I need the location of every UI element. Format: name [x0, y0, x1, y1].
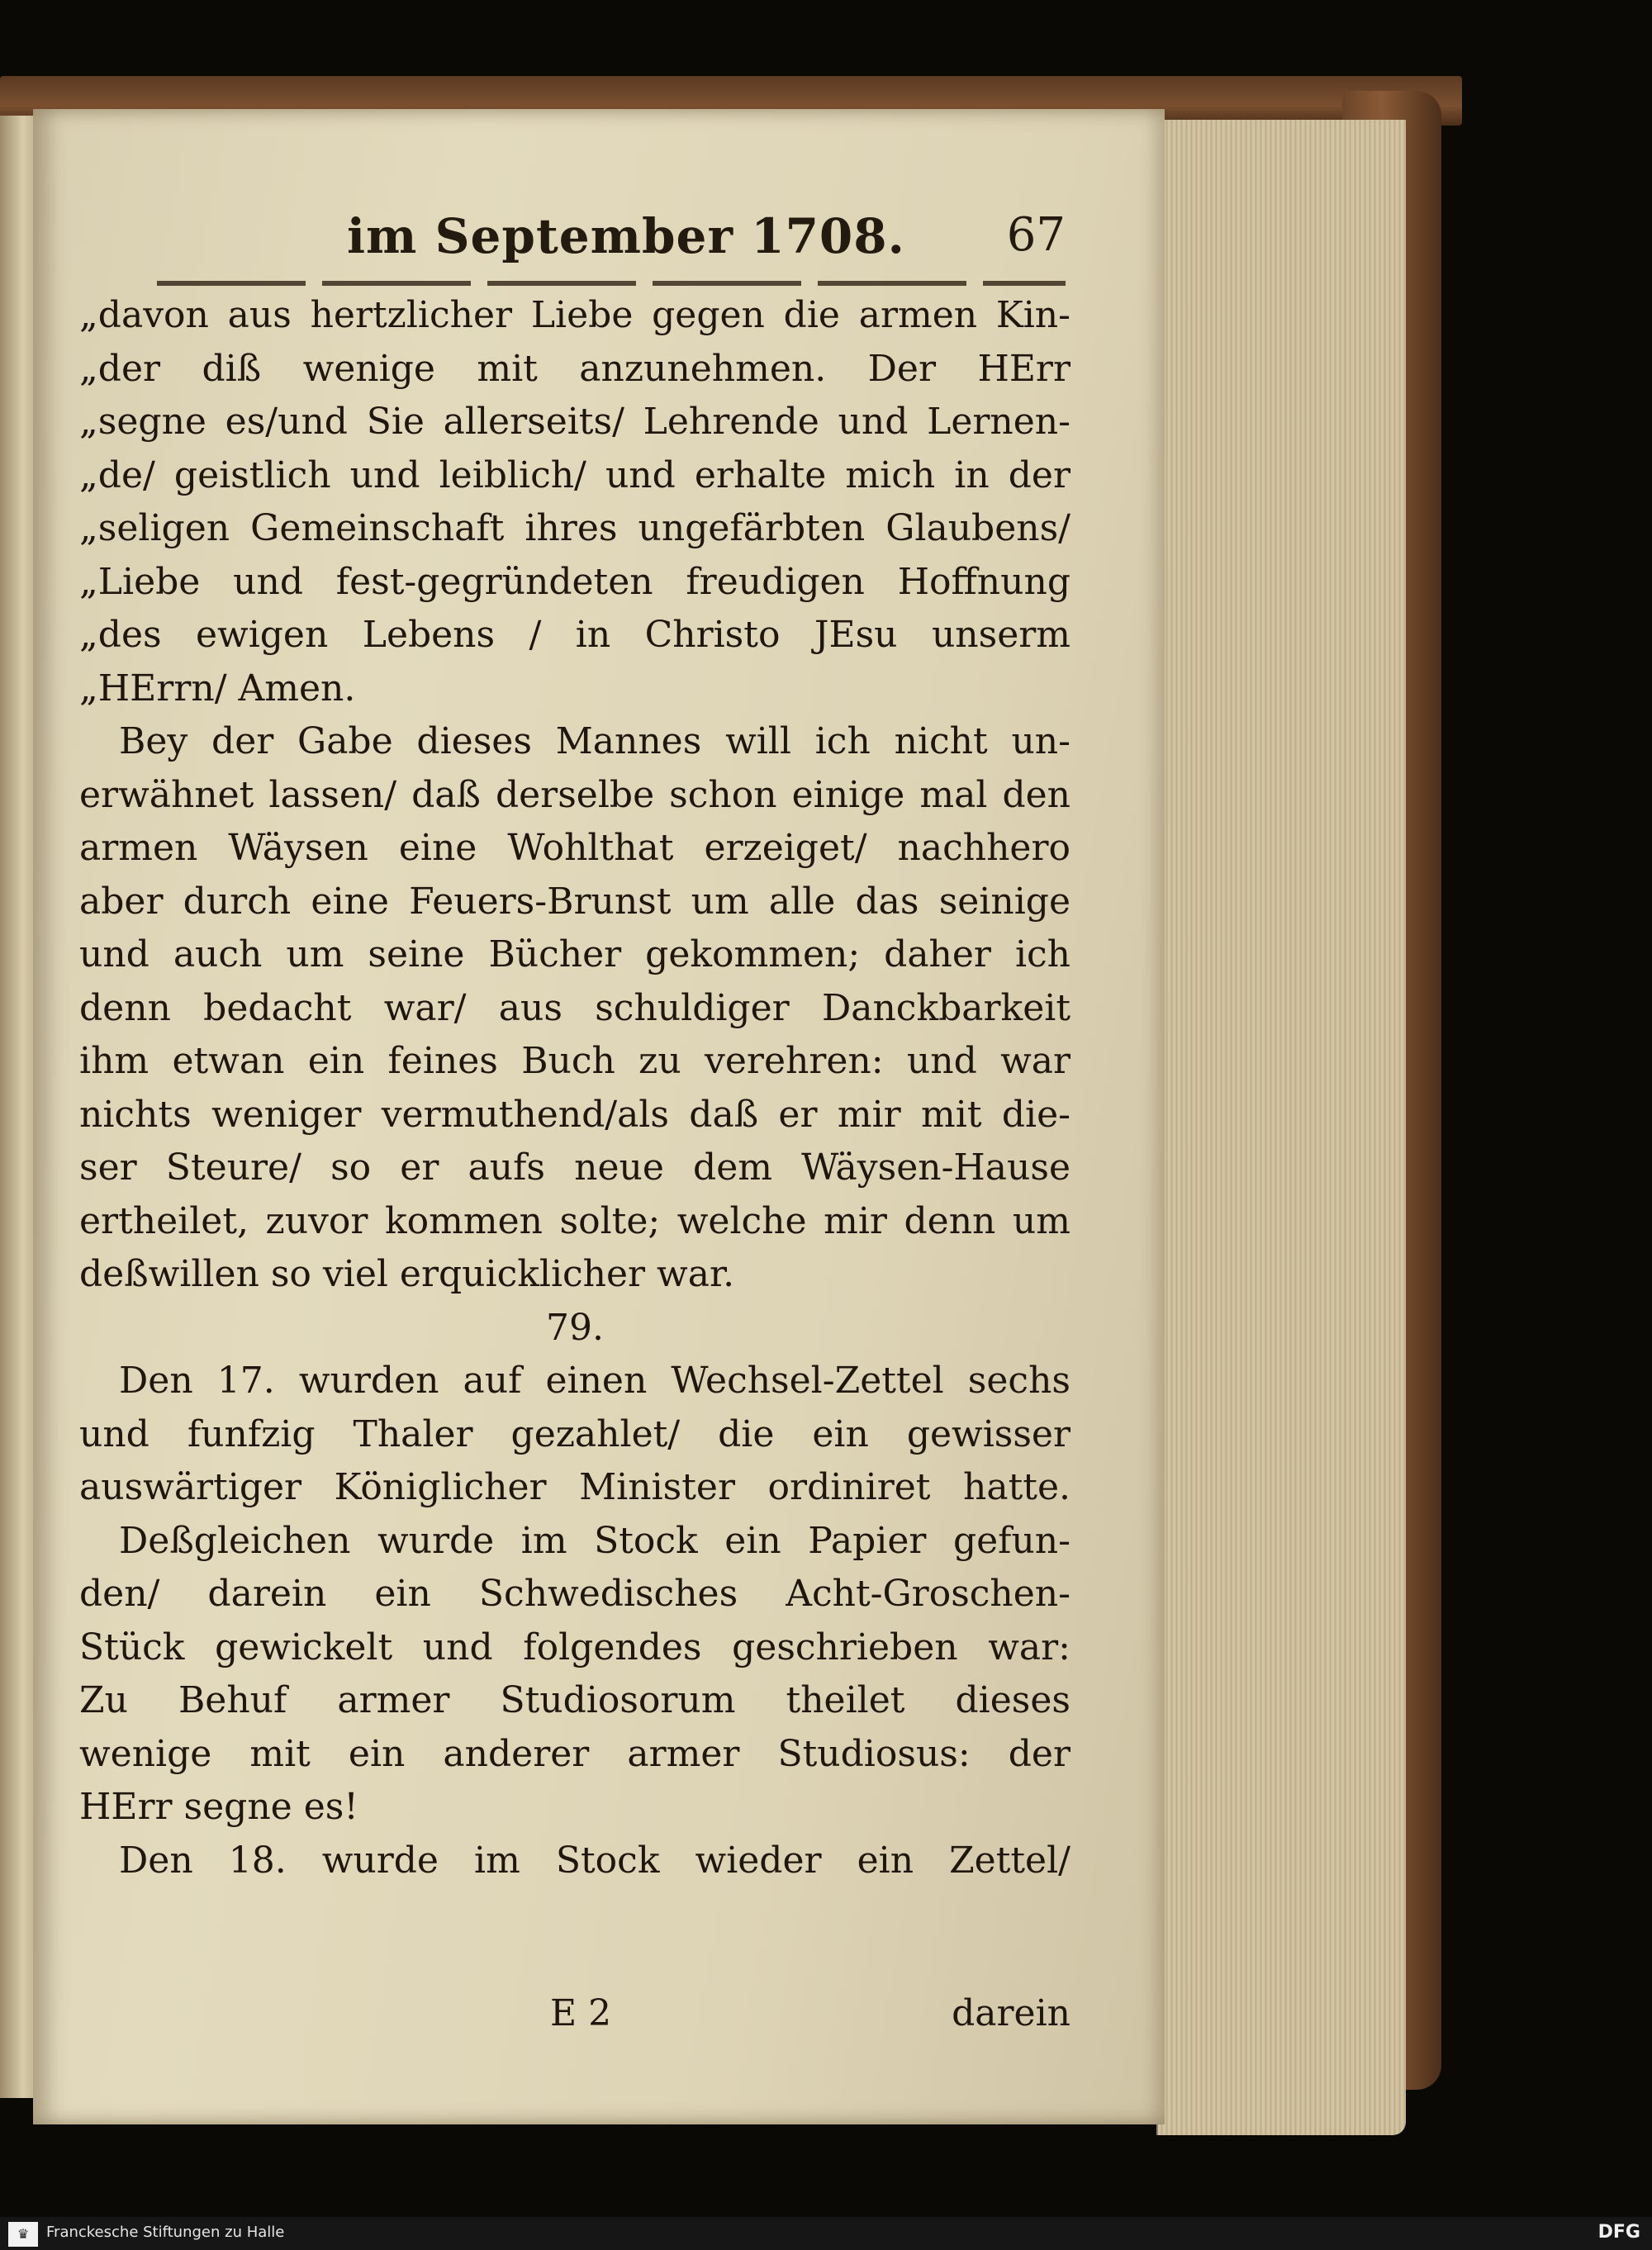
text-line: ser Steure/ so er aufs neue dem Wäysen-Hause	[79, 1146, 1070, 1189]
text-line: und funfzig Thaler gezahlet/ die ein gewisser	[79, 1412, 1070, 1455]
text-line: ihm etwan ein feines Buch zu verehren: und war	[79, 1040, 1070, 1082]
text-line: Stück gewickelt und folgendes geschrieben war:	[79, 1626, 1070, 1669]
page-number: 67	[1006, 208, 1066, 262]
running-head	[157, 200, 1066, 291]
printer-signature: E 2	[550, 1992, 612, 2034]
head-rule	[157, 281, 1066, 286]
book-page	[33, 109, 1165, 2124]
institution-logo-icon: ♛	[8, 2222, 38, 2247]
text-line: „der diß wenige mit anzunehmen. Der HErr	[79, 347, 1070, 390]
running-title: im September 1708.	[347, 208, 905, 264]
institution-name: Franckesche Stiftungen zu Halle	[46, 2224, 285, 2241]
text-line: „HErrn/ Amen.	[79, 667, 356, 710]
text-line: aber durch eine Feuers-Brunst um alle das seinige	[79, 880, 1070, 923]
text-line: „segne es/und Sie allerseits/ Lehrende und Lernen-	[79, 401, 1070, 443]
text-line: ertheilet, zuvor kommen solte; welche mir denn um	[79, 1199, 1070, 1242]
dfg-logo: DFG	[1597, 2222, 1640, 2243]
text-line: „de/ geistlich und leiblich/ und erhalte mich in der	[79, 453, 1070, 496]
text-line: 79.	[546, 1306, 604, 1349]
text-line: Den 17. wurden auf einen Wechsel-Zettel sechs	[119, 1360, 1070, 1402]
text-line: Bey der Gabe dieses Mannes will ich nicht un-	[119, 720, 1070, 762]
text-line: deßwillen so viel erquicklicher war.	[79, 1253, 735, 1295]
text-line: nichts weniger vermuthend/als daß er mir mit die-	[79, 1093, 1070, 1136]
body-text	[79, 289, 1070, 1887]
text-line: erwähnet lassen/ daß derselbe schon einige mal den	[79, 773, 1070, 816]
text-line: HErr segne es!	[79, 1786, 358, 1828]
viewer-footer-bar	[0, 2217, 1652, 2250]
text-line: Den 18. wurde im Stock wieder ein Zettel/	[119, 1839, 1070, 1882]
text-line: Zu Behuf armer Studiosorum theilet dieses	[79, 1679, 1070, 1721]
catchword: darein	[952, 1992, 1070, 2034]
text-line: auswärtiger Königlicher Minister ordiniret hatte.	[79, 1466, 1070, 1508]
text-line: „seligen Gemeinschaft ihres ungefärbten Glaubens/	[79, 507, 1070, 549]
text-line: wenige mit ein anderer armer Studiosus: der	[79, 1732, 1070, 1775]
text-line: denn bedacht war/ aus schuldiger Danckbarkeit	[79, 986, 1070, 1029]
text-line: „Liebe und fest-gegründeten freudigen Hoffnung	[79, 560, 1070, 603]
text-line: den/ darein ein Schwedisches Acht-Groschen-	[79, 1573, 1070, 1615]
page-block-fore-edge	[1156, 120, 1406, 2135]
text-line: armen Wäysen eine Wohlthat erzeiget/ nachhero	[79, 827, 1070, 869]
text-line: und auch um seine Bücher gekommen; daher ich	[79, 933, 1070, 975]
page-footer	[79, 1992, 1070, 2050]
text-line: Deßgleichen wurde im Stock ein Papier gefun-	[119, 1519, 1070, 1562]
text-line: „des ewigen Lebens / in Christo JEsu unserm	[79, 614, 1070, 656]
text-line: „davon aus hertzlicher Liebe gegen die armen Kin-	[79, 294, 1070, 336]
